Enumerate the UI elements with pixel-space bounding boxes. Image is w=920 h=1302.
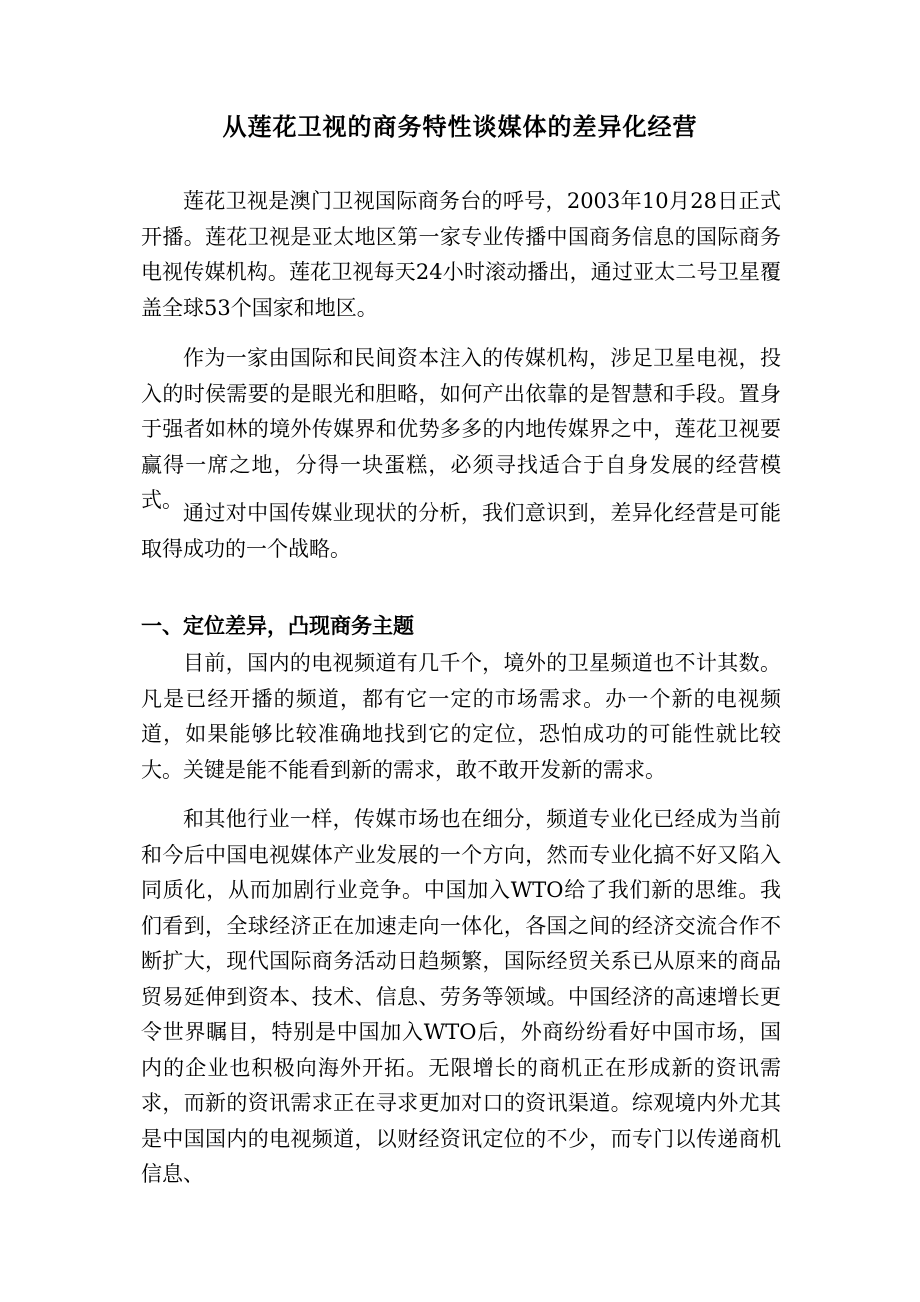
document-title: 从莲花卫视的商务特性谈媒体的差异化经营 (222, 112, 698, 141)
intro-paragraph-1: 莲花卫视是澳门卫视国际商务台的呼号，2003年10月28日正式开播。莲花卫视是亚太地区第一家专业传播中国商务信息的国际商务电视传媒机构。莲花卫视每天24小时滚动播出，通过亚太二号卫星覆盖全球53个国家和地区。 (141, 189, 781, 320)
section-paragraph-2: 和其他行业一样，传媒市场也在细分，频道专业化已经成为当前和今后中国电视媒体产业发展的一个方向，然而专业化搞不好又陷入同质化，从而加剧行业竞争。中国加入WTO给了我们新的思维。我们看到，全球经济正在加速走向一体化，各国之间的经济交流合作不断扩大，现代国际商务活动日趋频繁，国际经贸关系已从原来的商品贸易延伸到资本、技术、信息、劳务等领域。中国经济的高速增长更令世界瞩目，特别是中国加入WTO后，外商纷纷看好中国市场，国内的企业也积极向海外开拓。无限增长的商机正在形成新的资讯需求，而新的资讯需求正在寻求更加对口的资讯渠道。综观境内外尤其是中国国内的电视频道，以财经资讯定位的不少，而专门以传递商机信息、 (141, 807, 781, 1186)
intro-paragraph-3: 通过对中国传媒业现状的分析，我们意识到，差异化经营是可能取得成功的一个战略。 (141, 501, 781, 561)
intro-paragraph-2: 作为一家由国际和民间资本注入的传媒机构，涉足卫星电视，投入的时侯需要的是眼光和胆略，如何产出依靠的是智慧和手段。置身于强者如林的境外传媒界和优势多多的内地传媒界之中，莲花卫视要赢得一席之地，分得一块蛋糕，必须寻找适合于自身发展的经营模式。 (141, 346, 781, 512)
section-paragraph-1: 目前，国内的电视频道有几千个，境外的卫星频道也不计其数。凡是已经开播的频道，都有它一定的市场需求。办一个新的电视频道，如果能够比较准确地找到它的定位，恐怕成功的可能性就比较大。关键是能不能看到新的需求，敢不敢开发新的需求。 (141, 651, 781, 782)
section-heading: 一、定位差异，凸现商务主题 (141, 613, 414, 638)
